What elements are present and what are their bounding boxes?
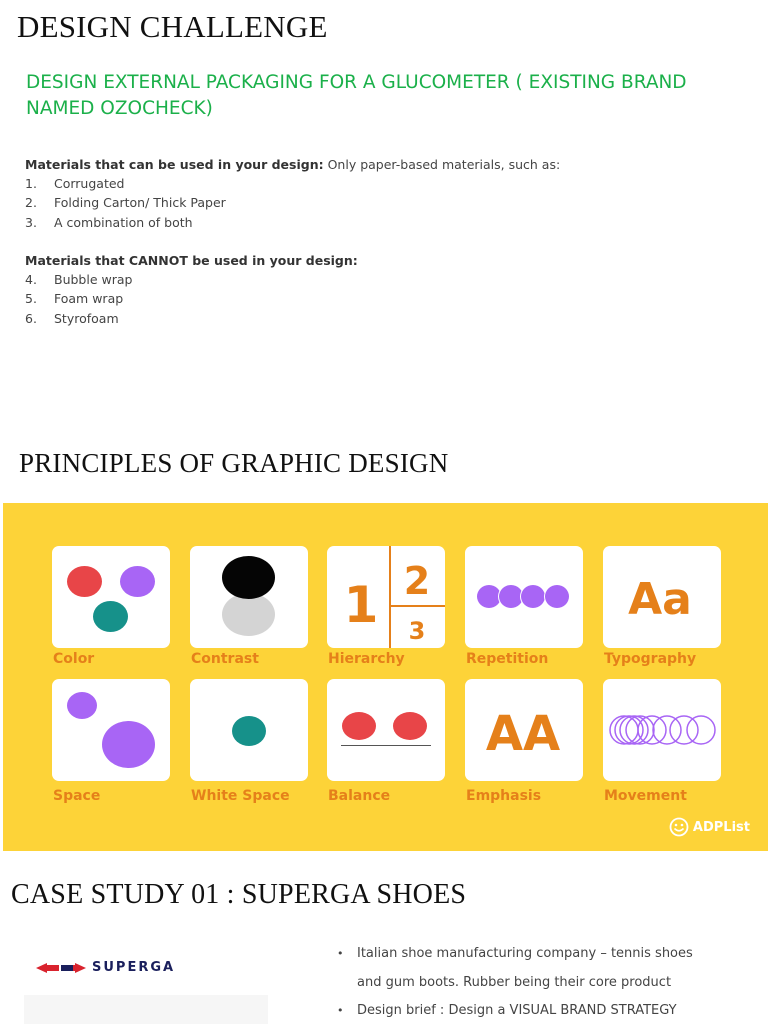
typography-glyph-icon (603, 546, 721, 648)
typography-glyph: Aa (628, 574, 692, 625)
superga-logo (34, 960, 175, 975)
bullet-continuation: and gum boots. Rubber being their core product (357, 974, 672, 990)
allowed-intro (25, 155, 560, 174)
principle-label: Hierarchy (328, 651, 405, 667)
principle-card (52, 679, 170, 781)
adplist-brand (669, 817, 750, 837)
list-number: 4. (25, 272, 37, 287)
case-study-bullets (337, 940, 693, 1024)
subtitle-line-1: DESIGN EXTERNAL PACKAGING FOR A GLUCOMETER ( EXISTING BRAND (26, 72, 687, 93)
principle-card (465, 546, 583, 648)
principle-card (190, 679, 308, 781)
list-text: A combination of both (54, 214, 193, 230)
superga-logo-text: SUPERGA (92, 960, 176, 975)
principle-label: Emphasis (466, 788, 542, 804)
principle-color (52, 546, 170, 667)
principle-hierarchy (327, 546, 445, 667)
bullet-text: Design brief : Design a VISUAL BRAND STRATEGY (357, 1003, 677, 1018)
principle-card (190, 546, 308, 648)
teal-circle-icon (93, 601, 128, 632)
list-item (25, 270, 358, 289)
forbidden-materials-list (25, 251, 358, 328)
bullet-dot-icon: • (337, 947, 344, 960)
purple-circle-icon (544, 584, 570, 609)
teal-circle-icon (232, 716, 266, 746)
principle-label: Color (53, 651, 95, 667)
list-text: Foam wrap (54, 291, 124, 307)
shoe-image (24, 995, 268, 1024)
bullet-item (337, 997, 693, 1024)
grey-circle-icon (222, 593, 275, 636)
principle-card (465, 679, 583, 781)
list-number: 3. (25, 214, 37, 230)
challenge-subtitle (26, 70, 726, 122)
forbidden-intro-bold: Materials that CANNOT be used in your design: (25, 253, 358, 268)
principle-label: Repetition (466, 651, 549, 667)
principle-typography (603, 546, 721, 667)
list-item (25, 193, 560, 212)
red-circle-icon (67, 566, 102, 597)
list-item (25, 174, 560, 193)
allowed-intro-rest: Only paper-based materials, such as: (323, 157, 561, 172)
principle-white-space (190, 679, 308, 804)
hierarchy-number-1: 1 (343, 576, 379, 634)
principle-card (327, 679, 445, 781)
hierarchy-number-2: 2 (403, 559, 431, 603)
emphasis-glyph: AA (485, 706, 561, 762)
principle-label: White Space (191, 788, 290, 804)
principle-card (603, 546, 721, 648)
list-number: 5. (25, 291, 37, 307)
list-number: 2. (25, 195, 37, 211)
slide-title-principles: PRINCIPLES OF GRAPHIC DESIGN (19, 448, 449, 478)
principle-label: Space (53, 788, 101, 804)
slide-title-case-study: CASE STUDY 01 : SUPERGA SHOES (11, 879, 467, 910)
allowed-materials-list (25, 155, 560, 232)
principle-card (603, 679, 721, 781)
hierarchy-number-3: 3 (408, 617, 426, 645)
red-circle-icon (393, 712, 427, 740)
list-item (25, 289, 358, 308)
list-number: 1. (25, 176, 37, 191)
list-text: Corrugated (54, 176, 125, 191)
subtitle-line-2: NAMED OZOCHECK) (26, 98, 213, 119)
list-text: Bubble wrap (54, 272, 133, 287)
principle-label: Contrast (191, 651, 259, 667)
principle-card (52, 546, 170, 648)
principle-emphasis (465, 679, 583, 804)
large-purple-circle-icon (102, 721, 155, 768)
small-purple-circle-icon (67, 692, 97, 719)
adplist-text: ADPList (692, 819, 750, 835)
list-text: Folding Carton/ Thick Paper (54, 195, 226, 211)
bullet-item (337, 940, 693, 969)
balance-line (341, 745, 431, 746)
principle-contrast (190, 546, 308, 667)
movement-rings-icon (603, 679, 721, 781)
principle-movement (603, 679, 721, 804)
allowed-intro-bold: Materials that can be used in your design: (25, 157, 324, 172)
principle-label: Movement (604, 788, 687, 804)
purple-circle-icon (120, 566, 155, 597)
smiley-icon (669, 817, 689, 837)
principle-label: Balance (328, 788, 391, 804)
red-circle-icon (342, 712, 376, 740)
forbidden-intro (25, 251, 358, 270)
superga-logo-mark (34, 962, 88, 974)
list-number: 6. (25, 310, 37, 326)
list-text: Styrofoam (54, 310, 119, 326)
principle-balance (327, 679, 445, 804)
emphasis-glyph-icon (465, 679, 583, 781)
slide-title-design-challenge: DESIGN CHALLENGE (17, 9, 328, 44)
list-item (25, 309, 358, 328)
bullet-dot-icon: • (337, 1004, 344, 1017)
principle-repetition (465, 546, 583, 667)
hierarchy-numbers-icon (327, 546, 445, 648)
bullet-text: Italian shoe manufacturing company – tennis shoes (357, 946, 693, 961)
principle-label: Typography (604, 651, 697, 667)
principle-space (52, 679, 170, 804)
principle-card (327, 546, 445, 648)
principles-panel (3, 503, 768, 851)
purple-circle-icon (520, 584, 546, 609)
list-item (25, 213, 560, 232)
black-circle-icon (222, 556, 275, 599)
